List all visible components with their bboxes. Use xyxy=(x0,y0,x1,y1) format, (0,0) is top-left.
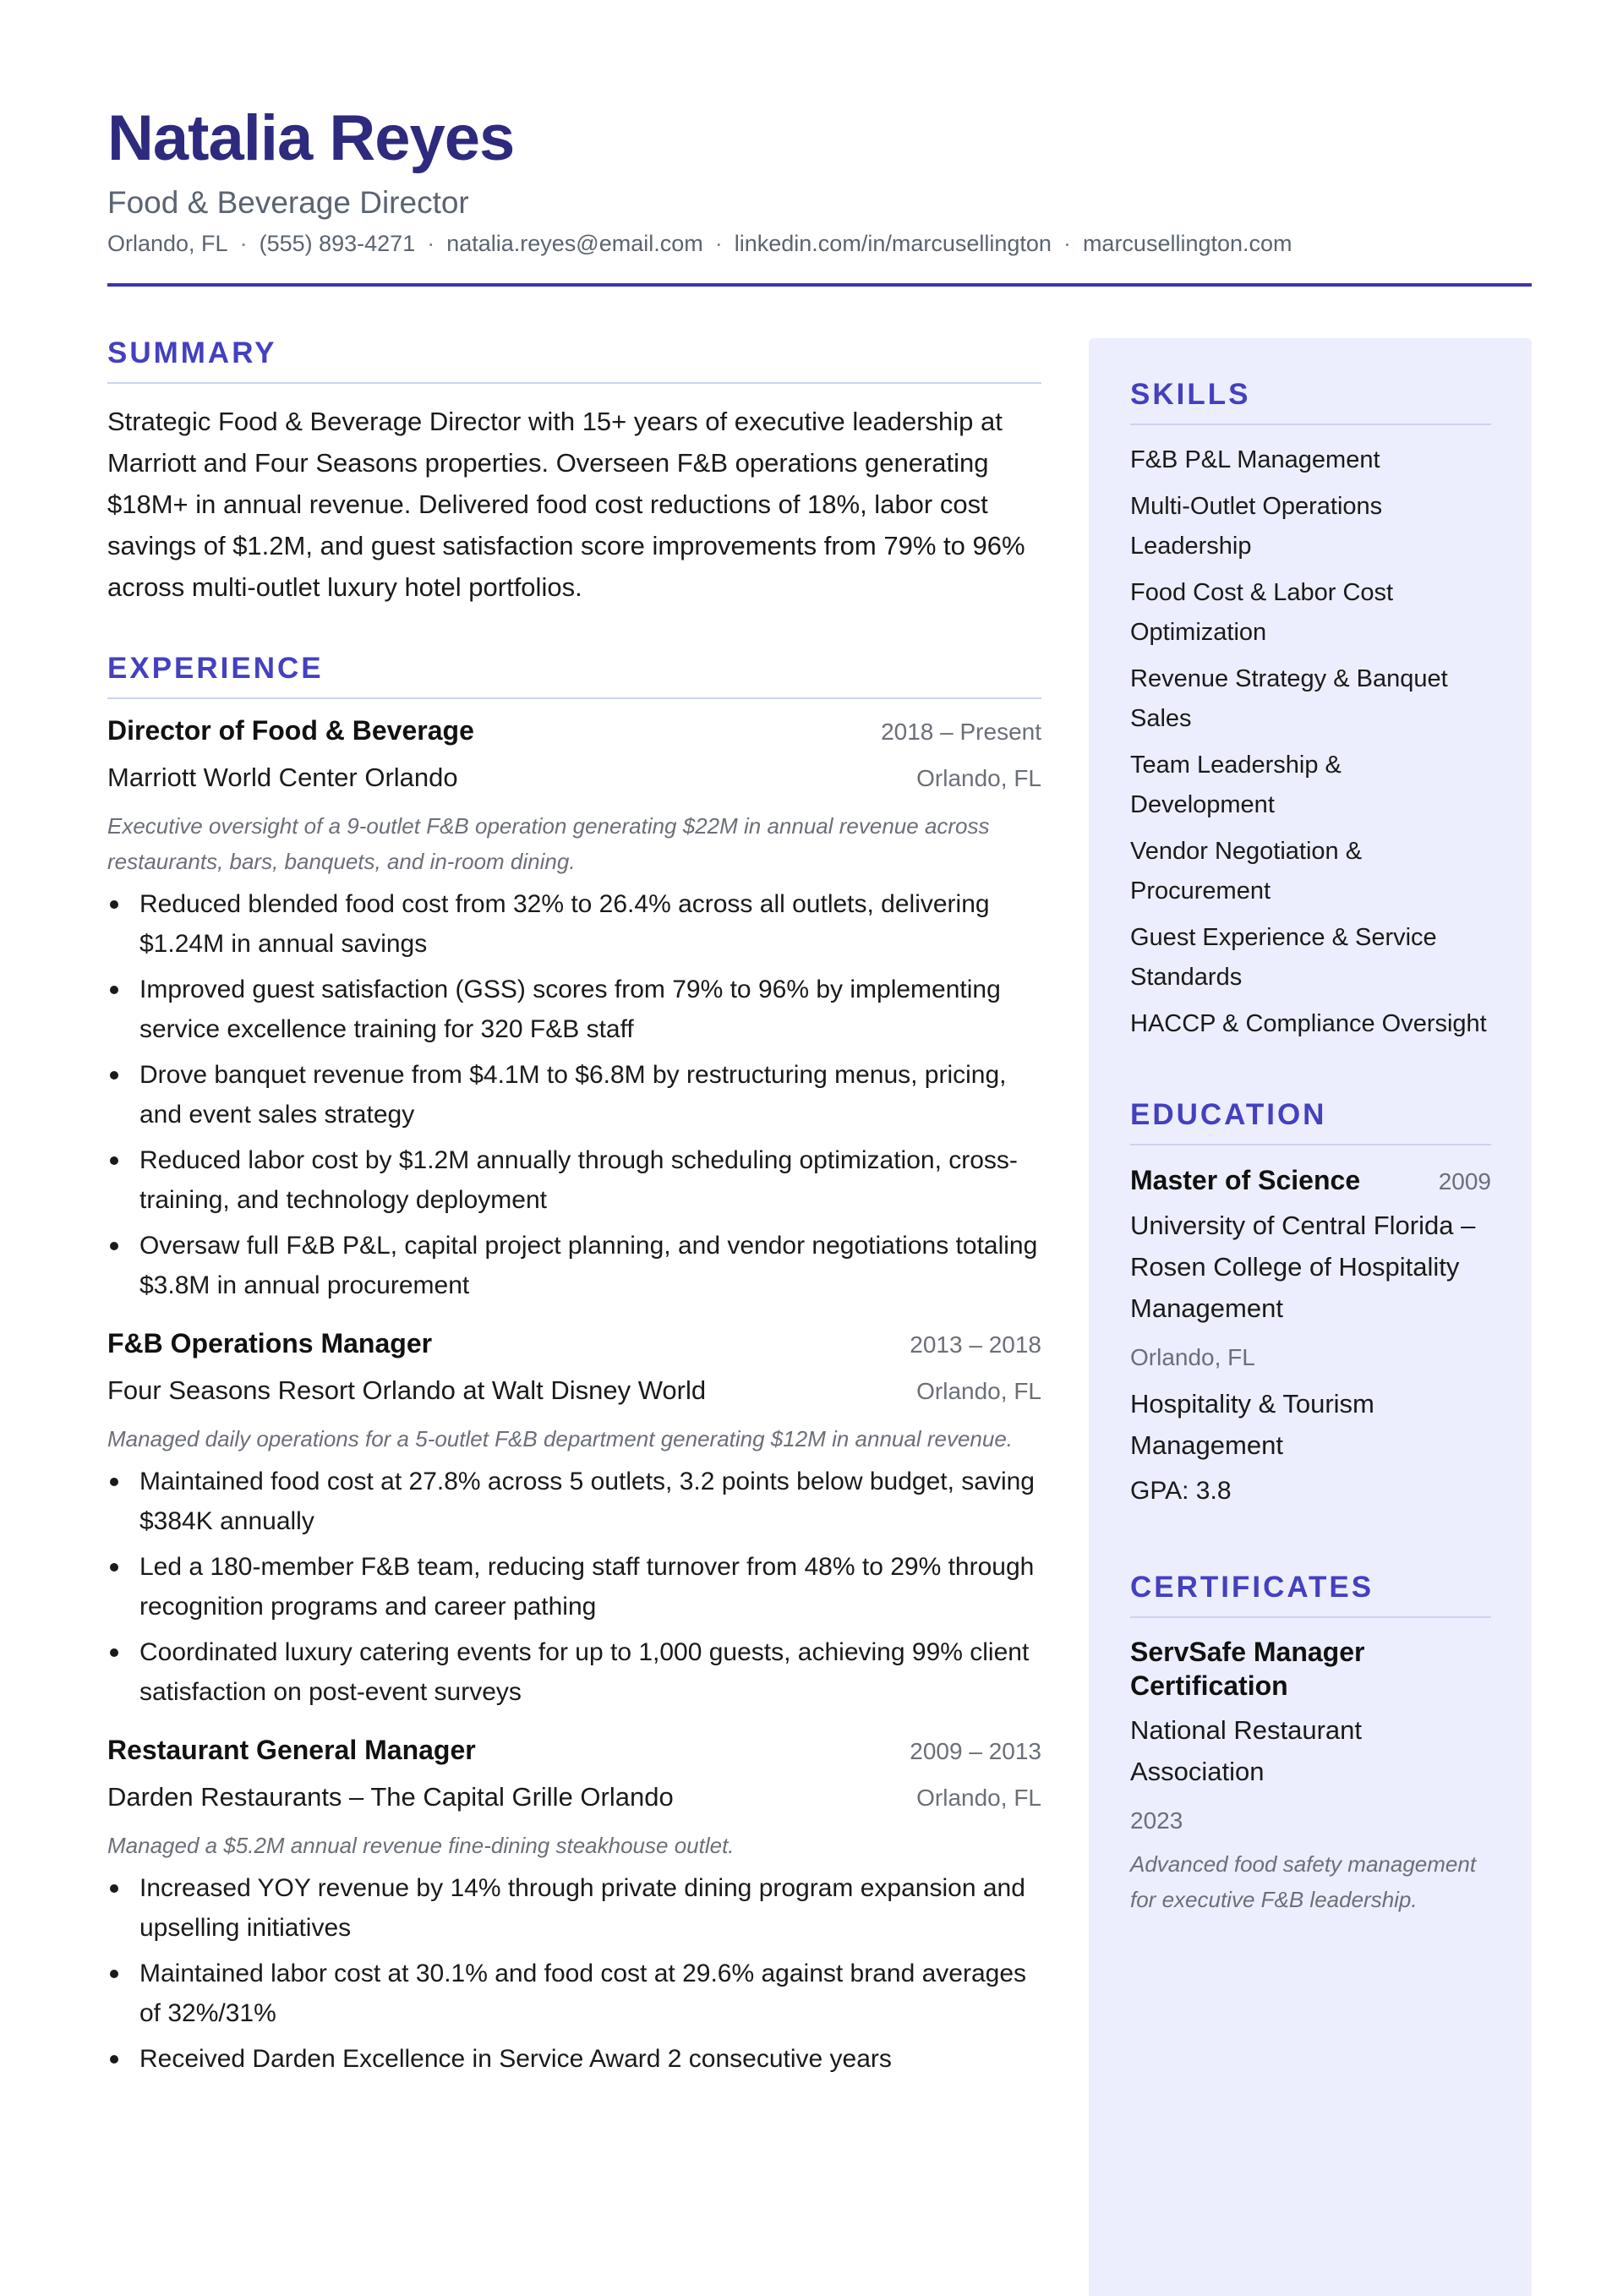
section-divider xyxy=(1130,1616,1491,1618)
bullet-item: Reduced labor cost by $1.2M annually through scheduling optimization, cross-training, and technology deployment xyxy=(107,1140,1041,1220)
certificate-issuer: National Restaurant Association xyxy=(1130,1715,1362,1786)
job-description: Managed a $5.2M annual revenue fine-dining steakhouse outlet. xyxy=(107,1833,735,1858)
job-company: Four Seasons Resort Orlando at Walt Disney World xyxy=(107,1375,707,1405)
job-title: Restaurant General Manager xyxy=(107,1735,476,1765)
job-entry xyxy=(107,1730,1041,2079)
job-entry xyxy=(107,711,1041,1305)
job-company: Marriott World Center Orlando xyxy=(107,763,458,792)
section-title-summary: SUMMARY xyxy=(107,336,277,369)
skill-item: Food Cost & Labor Cost Optimization xyxy=(1130,579,1394,646)
section-divider xyxy=(107,382,1041,384)
education-school: University of Central Florida – Rosen College of Hospitality Management xyxy=(1130,1211,1476,1323)
section-title-education: EDUCATION xyxy=(1130,1098,1327,1131)
certificate-description: Advanced food safety management for executive F&B leadership. xyxy=(1130,1851,1477,1912)
skill-item: Team Leadership & Development xyxy=(1130,752,1342,818)
contact-separator: · xyxy=(1063,231,1071,256)
job-location: Orlando, FL xyxy=(916,765,1041,791)
contact-phone[interactable]: (555) 893-4271 xyxy=(259,231,416,256)
job-description: Managed daily operations for a 5-outlet F&B department generating $12M in annual revenue. xyxy=(107,1426,1014,1451)
contact-linkedin[interactable]: linkedin.com/in/marcusellington xyxy=(734,231,1052,256)
education-header-row xyxy=(1130,1161,1491,1200)
skills-list xyxy=(1130,440,1491,1044)
education-field: Hospitality & Tourism Management xyxy=(1130,1389,1374,1460)
sidebar xyxy=(1130,376,1491,1917)
skill-item: Vendor Negotiation & Procurement xyxy=(1130,838,1363,905)
job-bullets xyxy=(107,1462,1041,1712)
section-divider xyxy=(107,697,1041,699)
experience-section xyxy=(107,650,1041,2079)
education-year: 2009 xyxy=(1438,1168,1491,1194)
bullet-item: Led a 180-member F&B team, reducing staff turnover from 48% to 29% through recognition programs and career pathing xyxy=(107,1547,1041,1626)
contact-location: Orlando, FL xyxy=(107,231,228,256)
bullet-item: Maintained labor cost at 30.1% and food cost at 29.6% against brand averages of 32%/31% xyxy=(107,1954,1041,2033)
bullet-item: Increased YOY revenue by 14% through private dining program expansion and upselling initiatives xyxy=(107,1868,1041,1948)
job-dates: 2013 – 2018 xyxy=(910,1331,1041,1358)
contact-line xyxy=(107,228,1532,259)
job-location: Orlando, FL xyxy=(916,1378,1041,1404)
job-description: Executive oversight of a 9-outlet F&B operation generating $22M in annual revenue across restaurants, bars, banquets, and in-room dining. xyxy=(107,813,990,874)
section-title-skills: SKILLS xyxy=(1130,378,1251,411)
skill-item: Multi-Outlet Operations Leadership xyxy=(1130,493,1383,560)
bullet-item: Improved guest satisfaction (GSS) scores from 79% to 96% by implementing service excellence training for 320 F&B staff xyxy=(107,970,1041,1049)
certificate-name: ServSafe Manager Certification xyxy=(1130,1637,1365,1701)
skill-item: Revenue Strategy & Banquet Sales xyxy=(1130,665,1448,732)
skill-item: HACCP & Compliance Oversight xyxy=(1130,1010,1487,1037)
candidate-name: Natalia Reyes xyxy=(107,102,515,174)
job-dates: 2018 – Present xyxy=(881,719,1041,745)
job-location: Orlando, FL xyxy=(916,1785,1041,1811)
job-title: F&B Operations Manager xyxy=(107,1328,433,1358)
skills-section xyxy=(1130,376,1491,1044)
contact-separator: · xyxy=(427,231,435,256)
bullet-item: Oversaw full F&B P&L, capital project planning, and vendor negotiations totaling $3.8M in annual procurement xyxy=(107,1226,1041,1305)
contact-separator: · xyxy=(239,231,248,256)
header-divider xyxy=(107,283,1532,287)
job-company: Darden Restaurants – The Capital Grille Orlando xyxy=(107,1782,674,1812)
contact-website[interactable]: marcusellington.com xyxy=(1082,231,1292,256)
summary-section xyxy=(107,335,1041,608)
bullet-item: Coordinated luxury catering events for up to 1,000 guests, achieving 99% client satisfaction on post-event surveys xyxy=(107,1632,1041,1712)
section-divider xyxy=(1130,424,1491,425)
candidate-role: Food & Beverage Director xyxy=(107,185,469,220)
education-degree: Master of Science xyxy=(1130,1165,1361,1195)
certificate-year: 2023 xyxy=(1130,1807,1183,1834)
section-title-experience: EXPERIENCE xyxy=(107,652,324,685)
contact-email[interactable]: natalia.reyes@email.com xyxy=(446,231,703,256)
contact-separator: · xyxy=(714,231,723,256)
job-company-row xyxy=(107,1364,1041,1413)
job-header-row xyxy=(107,1730,1041,1771)
certificates-section xyxy=(1130,1569,1491,1917)
skill-item: F&B P&L Management xyxy=(1130,446,1380,473)
bullet-item: Drove banquet revenue from $4.1M to $6.8M by restructuring menus, pricing, and event sales strategy xyxy=(107,1055,1041,1134)
section-title-certificates: CERTIFICATES xyxy=(1130,1571,1374,1604)
education-gpa: GPA: 3.8 xyxy=(1130,1477,1232,1505)
bullet-item: Maintained food cost at 27.8% across 5 outlets, 3.2 points below budget, saving $384K annually xyxy=(107,1462,1041,1541)
job-company-row xyxy=(107,752,1041,800)
section-divider xyxy=(1130,1144,1491,1145)
job-header-row xyxy=(107,711,1041,752)
job-title: Director of Food & Beverage xyxy=(107,715,474,746)
education-section xyxy=(1130,1096,1491,1508)
bullet-item: Reduced blended food cost from 32% to 26.4% across all outlets, delivering $1.24M in annual savings xyxy=(107,884,1041,964)
job-company-row xyxy=(107,1771,1041,1819)
job-dates: 2009 – 2013 xyxy=(910,1738,1041,1764)
job-entry xyxy=(107,1324,1041,1712)
job-bullets xyxy=(107,1868,1041,2079)
education-location: Orlando, FL xyxy=(1130,1344,1255,1370)
job-header-row xyxy=(107,1324,1041,1364)
job-bullets xyxy=(107,884,1041,1305)
main-column xyxy=(107,335,1041,2085)
resume-header xyxy=(107,100,1532,259)
summary-text: Strategic Food & Beverage Director with 15+ years of executive leadership at Marriott and Four Seasons properties. Overseen F&B operations generating $18M+ in annual revenue. Delivered food cost reductions of 18%, labor cost savings of $1.2M, and guest satisfaction score improvements from 79% to 96% across multi-outlet luxury hotel portfolios. xyxy=(107,407,1025,602)
skill-item: Guest Experience & Service Standards xyxy=(1130,924,1437,991)
bullet-item: Received Darden Excellence in Service Award 2 consecutive years xyxy=(107,2039,1041,2079)
